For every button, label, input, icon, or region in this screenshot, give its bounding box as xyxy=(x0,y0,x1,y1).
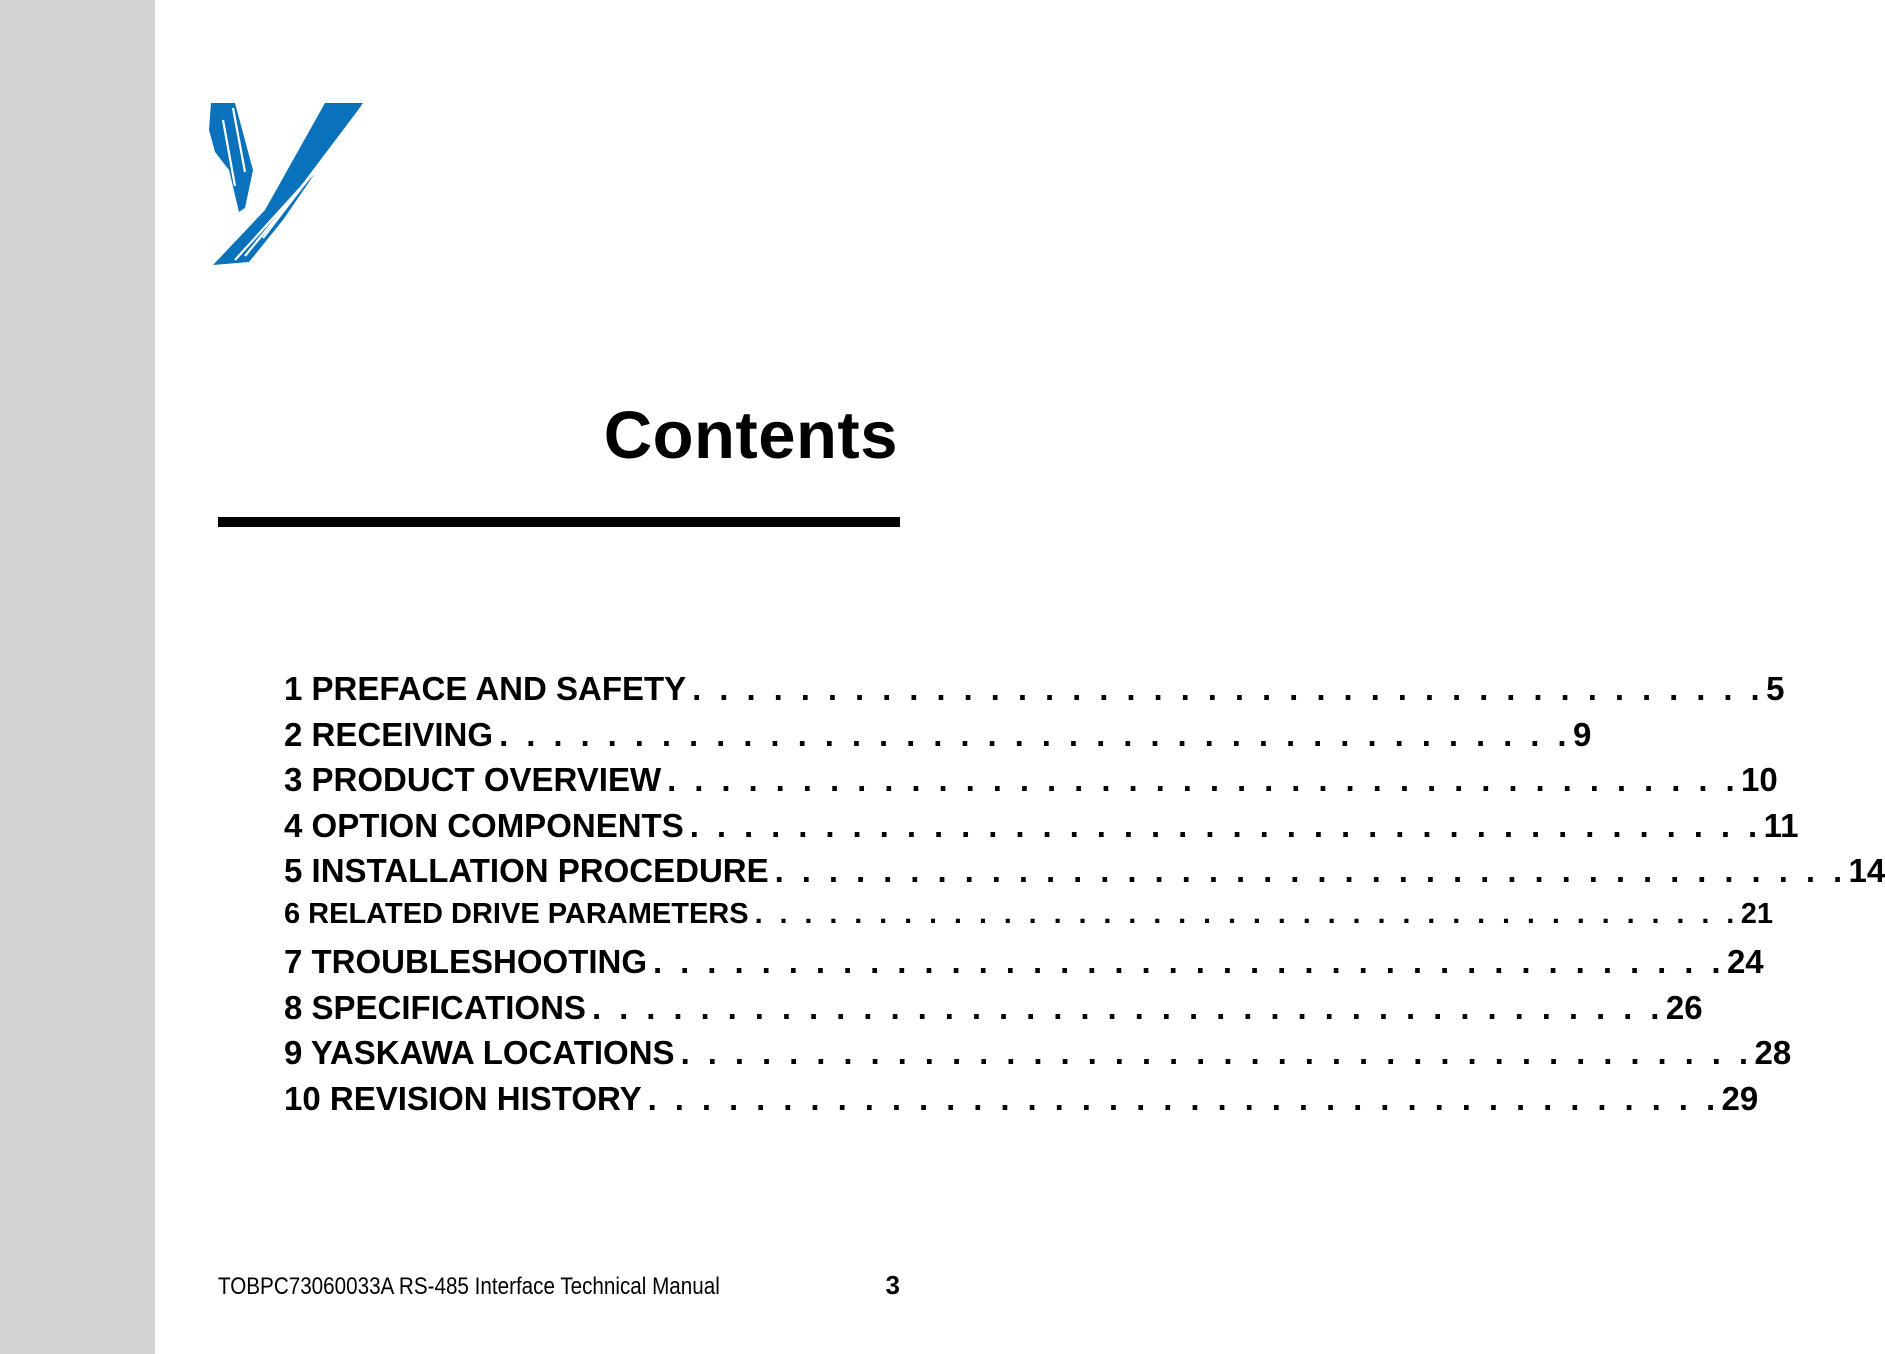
toc-dot-leader: . . . . . . . . . . . . . . . . . . . . . . . . . . . . . . . . . . . . . . . . xyxy=(591,988,1664,1026)
toc-entry-page: 26 xyxy=(1665,988,1703,1026)
toc-dot-leader: . . . . . . . . . . . . . . . . . . . . . . . . . . . . . . . . . . . . . . . . xyxy=(689,806,1762,844)
toc-entry-label: 9 YASKAWA LOCATIONS xyxy=(284,1034,675,1071)
table-of-contents xyxy=(284,670,1885,1125)
toc-entry[interactable] xyxy=(284,670,1785,716)
toc-dot-leader: . . . . . . . . . . . . . . . . . . . . . . . . . . . . . . . . . . . . . . . . xyxy=(499,715,1571,753)
toc-entry-label: 8 SPECIFICATIONS xyxy=(284,988,586,1026)
toc-dot-leader: . . . . . . . . . . . . . . . . . . . . . . . . . . . . . . . . . . . . . . . . xyxy=(754,897,1739,930)
toc-entry-page: 9 xyxy=(1572,715,1592,753)
page-title: Contents xyxy=(603,398,898,473)
toc-entry-label: 4 OPTION COMPONENTS xyxy=(284,806,684,844)
toc-dot-leader: . . . . . . . . . . . . . . . . . . . . . . . . . . . . . . . . . . . . . . . . xyxy=(680,1034,1753,1071)
toc-entry[interactable] xyxy=(284,988,1703,1035)
toc-entry[interactable] xyxy=(284,1079,1759,1126)
page-number: 3 xyxy=(885,1270,900,1300)
toc-entry-page: 21 xyxy=(1740,897,1773,930)
toc-entry-label: 7 TROUBLESHOOTING xyxy=(284,943,648,980)
toc-entry[interactable] xyxy=(284,852,1885,898)
side-band xyxy=(0,0,155,1354)
toc-entry-page: 11 xyxy=(1763,806,1799,844)
toc-entry-page: 5 xyxy=(1766,670,1785,707)
toc-entry-page: 24 xyxy=(1726,943,1764,980)
toc-entry-page: 28 xyxy=(1754,1034,1792,1071)
toc-entry-label: 2 RECEIVING xyxy=(284,715,494,753)
toc-dot-leader: . . . . . . . . . . . . . . . . . . . . . . . . . . . . . . . . . . . . . . . . xyxy=(692,670,1765,707)
title-divider xyxy=(218,517,900,527)
footer-manual-title: TOBPC73060033A RS-485 Interface Technical Manual xyxy=(218,1273,720,1300)
toc-entry-page: 14 xyxy=(1848,852,1885,889)
toc-dot-leader: . . . . . . . . . . . . . . . . . . . . . . . . . . . . . . . . . . . . . . . . xyxy=(647,1079,1720,1117)
toc-entry-page: 29 xyxy=(1721,1079,1759,1117)
toc-dot-leader: . . . . . . . . . . . . . . . . . . . . . . . . . . . . . . . . . . . . . . . . xyxy=(653,943,1725,980)
toc-entry-label: 1 PREFACE AND SAFETY xyxy=(284,670,687,707)
yaskawa-y-logo-icon xyxy=(205,100,367,265)
toc-entry[interactable] xyxy=(284,943,1764,989)
toc-entry[interactable] xyxy=(284,715,1592,762)
toc-entry-page: 10 xyxy=(1741,761,1778,798)
toc-entry-label: 5 INSTALLATION PROCEDURE xyxy=(284,852,769,889)
toc-entry[interactable] xyxy=(284,897,1773,944)
toc-dot-leader: . . . . . . . . . . . . . . . . . . . . . . . . . . . . . . . . . . . . . . . . xyxy=(667,761,1740,798)
toc-entry[interactable] xyxy=(284,1034,1792,1080)
toc-entry-label: 6 RELATED DRIVE PARAMETERS xyxy=(284,897,749,930)
toc-entry-label: 3 PRODUCT OVERVIEW xyxy=(284,761,662,798)
toc-dot-leader: . . . . . . . . . . . . . . . . . . . . . . . . . . . . . . . . . . . . . . . . xyxy=(774,852,1847,889)
toc-entry[interactable] xyxy=(284,761,1778,807)
toc-entry[interactable] xyxy=(284,806,1799,853)
toc-entry-label: 10 REVISION HISTORY xyxy=(284,1079,642,1117)
